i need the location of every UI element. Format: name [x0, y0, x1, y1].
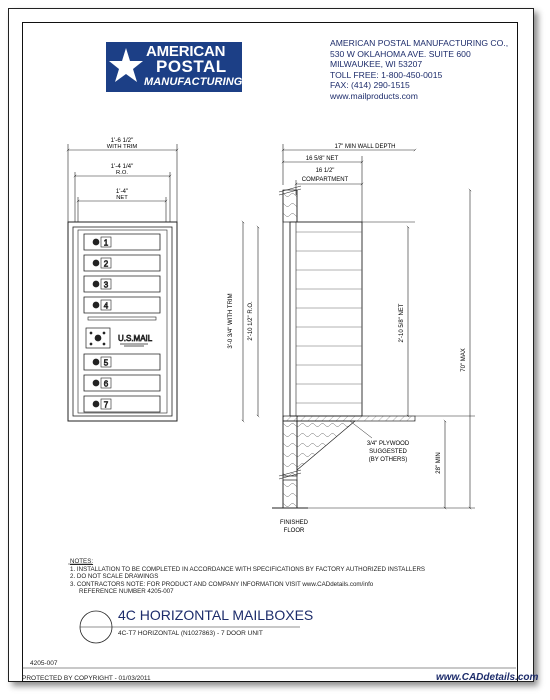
- dim-net: 1'-4": [115, 188, 129, 195]
- drawing-title: 4C HORIZONTAL MAILBOXES: [118, 607, 314, 623]
- dim-max-height: 70" MAX: [461, 348, 467, 372]
- mailbox-door-3: [84, 276, 160, 292]
- lock-icon: [93, 401, 99, 407]
- drawing-subtitle: 4C-T7 HORIZONTAL (N1027863) - 7 DOOR UNIT: [118, 630, 263, 637]
- usmail-label: U.S.MAIL: [118, 334, 153, 343]
- note-3-reference: REFERENCE NUMBER 4205-007: [79, 588, 174, 596]
- note-3: 3. CONTRACTORS NOTE: FOR PRODUCT AND COMPANY INFORMATION VISIT www.CADdetails.com/info: [70, 580, 374, 588]
- door-number: 4: [103, 301, 109, 311]
- plywood-label-3: (BY OTHERS): [368, 457, 408, 463]
- door-number: 3: [103, 280, 109, 290]
- mailbox-door-6: [84, 375, 160, 391]
- dim-with-trim-label: WITH TRIM: [106, 144, 138, 150]
- company-tollfree: TOLL FREE: 1-800-450-0015: [330, 69, 443, 80]
- copyright-text: PROTECTED BY COPYRIGHT - 01/03/2011: [22, 675, 151, 682]
- lock-icon: [93, 380, 99, 386]
- plywood-label-1: 3/4" PLYWOOD: [366, 441, 410, 447]
- drawing-number: 4205-007: [30, 660, 58, 667]
- lock-icon: [93, 239, 99, 245]
- floor-label-2: FLOOR: [283, 528, 305, 534]
- note-1: 1. INSTALLATION TO BE COMPLETED IN ACCORDANCE WITH SPECIFICATIONS BY FACTORY AUTHORIZED INSTALLERS: [70, 565, 426, 573]
- dim-compartment-value: 16 1/2": [315, 168, 335, 174]
- company-fax: FAX: (414) 290-1515: [330, 80, 410, 91]
- mailbox-door-2: [84, 255, 160, 271]
- plywood-label-2: SUGGESTED: [369, 449, 407, 455]
- company-website[interactable]: www.mailproducts.com: [330, 90, 418, 101]
- mailbox-door-1: [84, 234, 160, 250]
- mailbox-door-5: [84, 354, 160, 370]
- door-number: 1: [103, 238, 109, 248]
- notes-header: NOTES:: [70, 558, 94, 565]
- master-lock-icon: [95, 335, 101, 341]
- dim-height-trim: 3'-0 3/4" WITH TRIM: [228, 293, 234, 349]
- dim-ro: 1'-4 1/4": [110, 163, 134, 170]
- dim-side-height-net: 2'-10 5/8" NET: [399, 303, 405, 343]
- company-address-1: 530 W OKLAHOMA AVE. SUITE 600: [330, 48, 471, 59]
- door-number: 5: [103, 358, 109, 368]
- front-view: [68, 137, 258, 421]
- floor-label-1: FINISHED: [279, 520, 309, 526]
- lock-icon: [93, 281, 99, 287]
- dim-with-trim: 1'-6 1/2": [110, 137, 134, 144]
- cad-details-link[interactable]: www.CADdetails.com: [436, 672, 539, 683]
- logo-line-2: POSTAL: [156, 57, 227, 76]
- dim-side-net: 16 5/8" NET: [305, 156, 339, 162]
- company-address-2: MILWAUKEE, WI 53207: [330, 59, 423, 70]
- dim-net-label: NET: [116, 195, 128, 201]
- lock-icon: [93, 260, 99, 266]
- dim-ro-label: R.O.: [116, 170, 128, 176]
- side-view: [272, 144, 475, 534]
- note-2: 2. DO NOT SCALE DRAWINGS: [70, 573, 159, 581]
- mailbox-door-7: [84, 396, 160, 412]
- plywood-shelf: [283, 416, 415, 421]
- company-name: AMERICAN POSTAL MANUFACTURING CO.,: [330, 38, 509, 48]
- door-number: 6: [103, 379, 109, 389]
- dim-min-height: 28" MIN: [436, 452, 442, 474]
- notes-block: [70, 558, 425, 596]
- dim-height-ro: 2'-10 1/2" R.O.: [248, 301, 254, 341]
- door-number: 2: [103, 259, 109, 269]
- logo-line-3: MANUFACTURING: [144, 76, 243, 88]
- lock-icon: [93, 359, 99, 365]
- lock-icon: [93, 302, 99, 308]
- dim-wall-depth: 17" MIN WALL DEPTH: [334, 144, 396, 150]
- dim-compartment: COMPARTMENT: [301, 177, 349, 183]
- mailbox-door-4: [84, 297, 160, 313]
- logo-line-1: AMERICAN: [146, 43, 226, 60]
- door-number: 7: [103, 400, 109, 410]
